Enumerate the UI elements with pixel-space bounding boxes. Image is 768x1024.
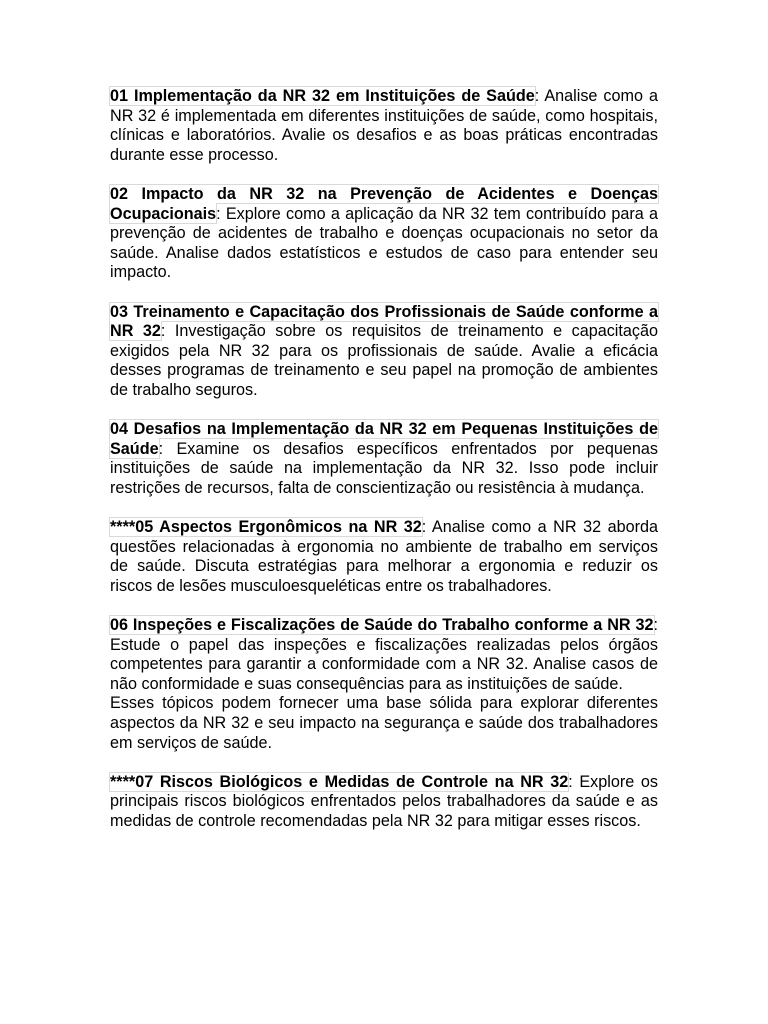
topic-heading: 03 Treinamento e Capacitação dos Profissionais de Saúde conforme a NR 32 [110, 302, 658, 341]
topic-01 [110, 87, 658, 165]
topic-heading: ****05 Aspectos Ergonômicos na NR 32 [110, 518, 422, 537]
topic-03 [110, 303, 658, 401]
topic-02 [110, 185, 658, 283]
topic-closing-note: Esses tópicos podem fornecer uma base sólida para explorar diferentes aspectos da NR 32 e seu impacto na segurança e saúde dos trabalhadores em serviços de saúde. [110, 694, 658, 752]
topic-06 [110, 616, 658, 753]
topic-body: : Investigação sobre os requisitos de treinamento e capacitação exigidos pela NR 32 para os profissionais de saúde. Avalie a eficácia desses programas de treinamento e seu papel na promoção de ambientes de trabalho seguros. [110, 322, 658, 399]
topic-05 [110, 518, 658, 596]
topic-heading: ****07 Riscos Biológicos e Medidas de Controle na NR 32 [110, 772, 569, 791]
topic-body: : Analise como a NR 32 é implementada em diferentes instituições de saúde, como hospitais, clínicas e laboratórios. Avalie os desafios e as boas práticas encontradas durante esse processo. [110, 87, 658, 164]
topic-heading: 04 Desafios na Implementação da NR 32 em Pequenas Instituições de Saúde [110, 420, 658, 458]
topic-heading: 06 Inspeções e Fiscalizações de Saúde do Trabalho conforme a NR 32 [110, 616, 654, 635]
topic-heading: 02 Impacto da NR 32 na Prevenção de Acidentes e Doenças Ocupacionais [110, 184, 658, 223]
topic-body: : Explore os principais riscos biológicos enfrentados pelos trabalhadores da saúde e as medidas de controle recomendadas pela NR 32 para mitigar esses riscos. [110, 772, 659, 830]
document-page [110, 87, 658, 832]
topic-body: : Analise como a NR 32 aborda questões relacionadas à ergonomia no ambiente de trabalho em serviços de saúde. Discuta estratégias para melhorar a ergonomia e reduzir os riscos de lesões musculoesqueléticas entre os trabalhadores. [110, 518, 658, 595]
topic-body: : Estude o papel das inspeções e fiscalizações realizadas pelos órgãos competentes para garantir a conformidade com a NR 32. Analise casos de não conformidade e suas consequências para as instituições de saúde. [110, 616, 658, 693]
topic-04 [110, 420, 658, 498]
topic-heading: 01 Implementação da NR 32 em Instituições de Saúde [110, 87, 535, 105]
topic-body: : Examine os desafios específicos enfrentados por pequenas instituições de saúde na implementação da NR 32. Isso pode incluir restrições de recursos, falta de conscientização ou resistência à mudança. [110, 439, 658, 497]
topic-07 [110, 773, 658, 832]
topic-body: : Explore como a aplicação da NR 32 tem contribuído para a prevenção de acidentes de trabalho e doenças ocupacionais no setor da saúde. Analise dados estatísticos e estudos de caso para entender seu impacto. [110, 204, 658, 282]
